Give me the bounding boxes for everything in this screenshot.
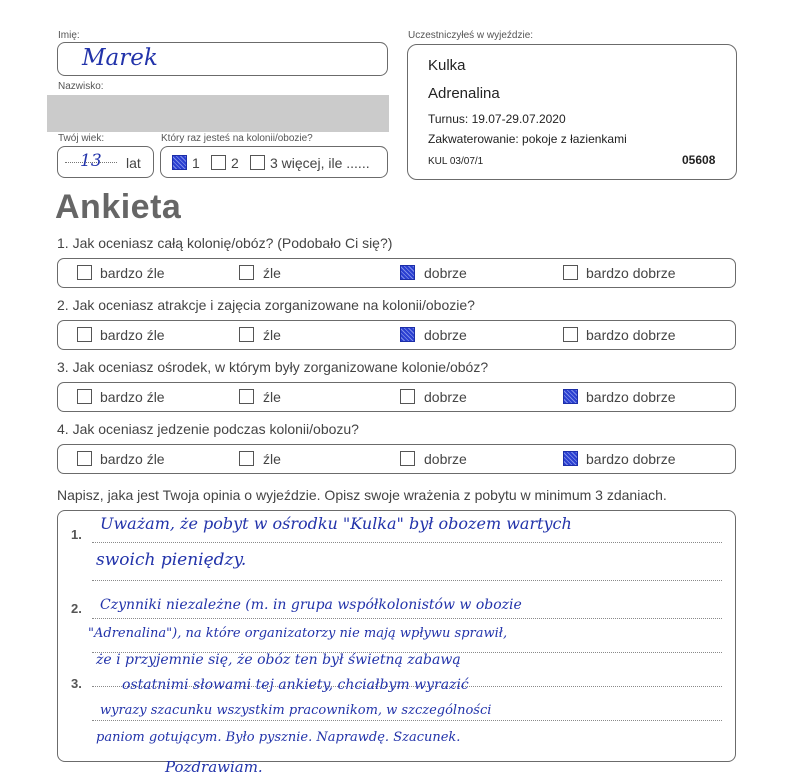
opinion-number-2: 2. xyxy=(71,601,82,616)
opinion-line-2: swoich pieniędzy. xyxy=(96,550,247,570)
ktory-raz-option-1: 1 xyxy=(192,155,200,171)
q1-checkbox-zle[interactable] xyxy=(239,265,254,280)
writing-line xyxy=(92,720,722,721)
q3-option-zle: źle xyxy=(263,389,281,405)
ktory-raz-field xyxy=(160,146,388,178)
q1-option-zle: źle xyxy=(263,265,281,281)
q4-checkbox-bardzo-zle[interactable] xyxy=(77,451,92,466)
q2-option-dobrze: dobrze xyxy=(424,327,467,343)
ktory-raz-checkbox-3[interactable] xyxy=(250,155,265,170)
q1-option-dobrze: dobrze xyxy=(424,265,467,281)
q2-checkbox-bardzo-zle[interactable] xyxy=(77,327,92,342)
writing-line xyxy=(92,618,722,619)
q4-option-zle: źle xyxy=(263,451,281,467)
question-1-answers xyxy=(57,258,736,288)
wiek-field[interactable] xyxy=(57,146,154,178)
opinion-line-5: że i przyjemnie się, że obóz ten był świetną zabawą xyxy=(96,652,461,668)
q3-checkbox-bardzo-zle[interactable] xyxy=(77,389,92,404)
opinion-number-1: 1. xyxy=(71,527,82,542)
opinion-line-8: paniom gotującym. Było pysznie. Naprawdę. Szacunek. xyxy=(96,730,461,745)
q4-checkbox-dobrze[interactable] xyxy=(400,451,415,466)
opinion-line-7: wyrazy szacunku wszystkim pracownikom, w szczególności xyxy=(100,703,492,718)
writing-line xyxy=(92,580,722,581)
q2-checkbox-zle[interactable] xyxy=(239,327,254,342)
opinion-line-6: ostatnimi słowami tej ankiety, chciałbym wyrazić xyxy=(122,677,469,693)
q2-checkbox-dobrze[interactable] xyxy=(400,327,415,342)
q1-checkbox-bardzo-dobrze[interactable] xyxy=(563,265,578,280)
q1-checkbox-bardzo-zle[interactable] xyxy=(77,265,92,280)
q3-checkbox-zle[interactable] xyxy=(239,389,254,404)
q3-option-dobrze: dobrze xyxy=(424,389,467,405)
imie-field[interactable] xyxy=(57,42,388,76)
trip-number: 05608 xyxy=(682,153,716,167)
q3-option-bardzo-dobrze: bardzo dobrze xyxy=(586,389,676,405)
q4-option-dobrze: dobrze xyxy=(424,451,467,467)
imie-label: Imię: xyxy=(58,30,80,41)
imie-value: Marek xyxy=(82,45,158,71)
wiek-value: 13 xyxy=(80,151,102,171)
survey-title: Ankieta xyxy=(55,188,182,226)
opinion-line-1: Uważam, że pobyt w ośrodku "Kulka" był obozem wartych xyxy=(100,514,572,533)
ktory-raz-option-3: 3 więcej, ile ...... xyxy=(270,155,370,171)
trip-box xyxy=(407,44,737,180)
opinion-line-3: Czynniki niezależne (m. in grupa współkolonistów w obozie xyxy=(100,597,522,613)
q1-option-bardzo-dobrze: bardzo dobrze xyxy=(586,265,676,281)
ktory-raz-checkbox-2[interactable] xyxy=(211,155,226,170)
opinion-line-4: "Adrenalina"), na które organizatorzy nie mają wpływu sprawił, xyxy=(88,626,508,641)
trip-code: KUL 03/07/1 xyxy=(428,156,484,167)
question-1-text: 1. Jak oceniasz całą kolonię/obóz? (Podobało Ci się?) xyxy=(57,235,393,251)
q4-checkbox-bardzo-dobrze[interactable] xyxy=(563,451,578,466)
ktory-raz-option-2: 2 xyxy=(231,155,239,171)
opinion-line-9: Pozdrawiam. xyxy=(165,758,263,776)
trip-label: Uczestniczyłeś w wyjeździe: xyxy=(408,30,534,41)
trip-name: Kulka xyxy=(428,57,466,74)
trip-program: Adrenalina xyxy=(428,85,500,102)
wiek-unit: lat xyxy=(126,155,141,171)
question-2-answers xyxy=(57,320,736,350)
ktory-raz-label: Który raz jesteś na kolonii/obozie? xyxy=(161,133,313,144)
wiek-label: Twój wiek: xyxy=(58,133,105,144)
q4-option-bardzo-zle: bardzo źle xyxy=(100,451,165,467)
q2-option-bardzo-dobrze: bardzo dobrze xyxy=(586,327,676,343)
q1-option-bardzo-zle: bardzo źle xyxy=(100,265,165,281)
question-4-answers xyxy=(57,444,736,474)
ktory-raz-checkbox-1[interactable] xyxy=(172,155,187,170)
q2-checkbox-bardzo-dobrze[interactable] xyxy=(563,327,578,342)
trip-zakwaterowanie: Zakwaterowanie: pokoje z łazienkami xyxy=(428,132,627,146)
nazwisko-redacted xyxy=(47,95,389,132)
question-4-text: 4. Jak oceniasz jedzenie podczas kolonii/obozu? xyxy=(57,421,359,437)
q2-option-bardzo-zle: bardzo źle xyxy=(100,327,165,343)
q3-option-bardzo-zle: bardzo źle xyxy=(100,389,165,405)
q3-checkbox-bardzo-dobrze[interactable] xyxy=(563,389,578,404)
q1-checkbox-dobrze[interactable] xyxy=(400,265,415,280)
question-3-text: 3. Jak oceniasz ośrodek, w którym były zorganizowane kolonie/obóz? xyxy=(57,359,489,375)
q3-checkbox-dobrze[interactable] xyxy=(400,389,415,404)
question-2-text: 2. Jak oceniasz atrakcje i zajęcia zorganizowane na kolonii/obozie? xyxy=(57,297,475,313)
q4-option-bardzo-dobrze: bardzo dobrze xyxy=(586,451,676,467)
question-3-answers xyxy=(57,382,736,412)
q2-option-zle: źle xyxy=(263,327,281,343)
q4-checkbox-zle[interactable] xyxy=(239,451,254,466)
opinion-number-3: 3. xyxy=(71,676,82,691)
trip-turnus: Turnus: 19.07-29.07.2020 xyxy=(428,112,566,126)
writing-line xyxy=(92,542,722,543)
nazwisko-label: Nazwisko: xyxy=(58,81,104,92)
opinion-prompt: Napisz, jaka jest Twoja opinia o wyjeździe. Opisz swoje wrażenia z pobytu w minimum 3 zdaniach. xyxy=(57,487,667,503)
